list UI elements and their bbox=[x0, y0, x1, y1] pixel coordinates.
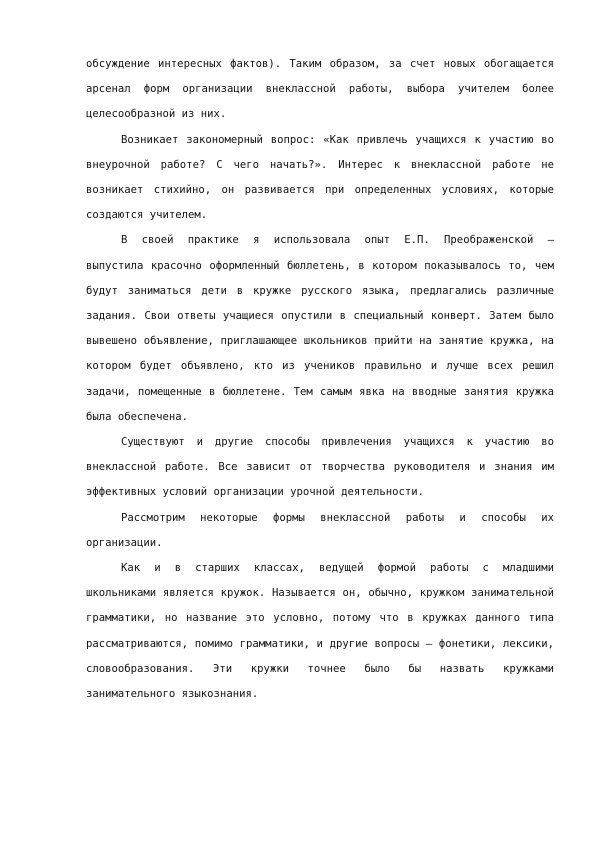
document-page bbox=[86, 52, 554, 707]
paragraph: Как и в старших классах, ведущей формой работы с младшими школьниками является кружок. Называется он, обычно, кружком занимательной грамматики, но название это условно, потому что в кружках данного типа рассматриваются, помимо грамматики, и другие вопросы – фонетики, лексики, словообразования. Эти кружки точнее было бы назвать кружками занимательного языкознания. bbox=[86, 562, 554, 701]
paragraph: Рассмотрим некоторые формы внеклассной работы и способы их организации. bbox=[86, 511, 554, 549]
paragraph: обсуждение интересных фактов). Таким образом, за счет новых обогащается арсенал форм организации внеклассной работы, выбора учителем более целесообразной из них. bbox=[86, 58, 554, 121]
paragraph: Существуют и другие способы привлечения учащихся к участию во внеклассной работе. Все зависит от творчества руководителя и знания им эффективных условий организации урочной деятельности. bbox=[86, 436, 554, 499]
paragraph: Возникает закономерный вопрос: «Как привлечь учащихся к участию во внеурочной работе? С чего начать?». Интерес к внеклассной работе не возникает стихийно, он развивается при определенных условиях, которые создаются учителем. bbox=[86, 133, 554, 222]
paragraph: В своей практике я использовала опыт Е.П. Преображенской – выпустила красочно оформленный бюллетень, в котором показывалось то, чем будут заниматься дети в кружке русского языка, предлагались различные задания. Свои ответы учащиеся опустили в специальный конверт. Затем было вывешено объявление, приглашающее школьников прийти на занятие кружка, на котором будет объявлено, кто из учеников правильно и лучше всех решил задачи, помещенные в бюллетене. Тем самым явка на вводные занятия кружка была обеспечена. bbox=[86, 234, 554, 423]
